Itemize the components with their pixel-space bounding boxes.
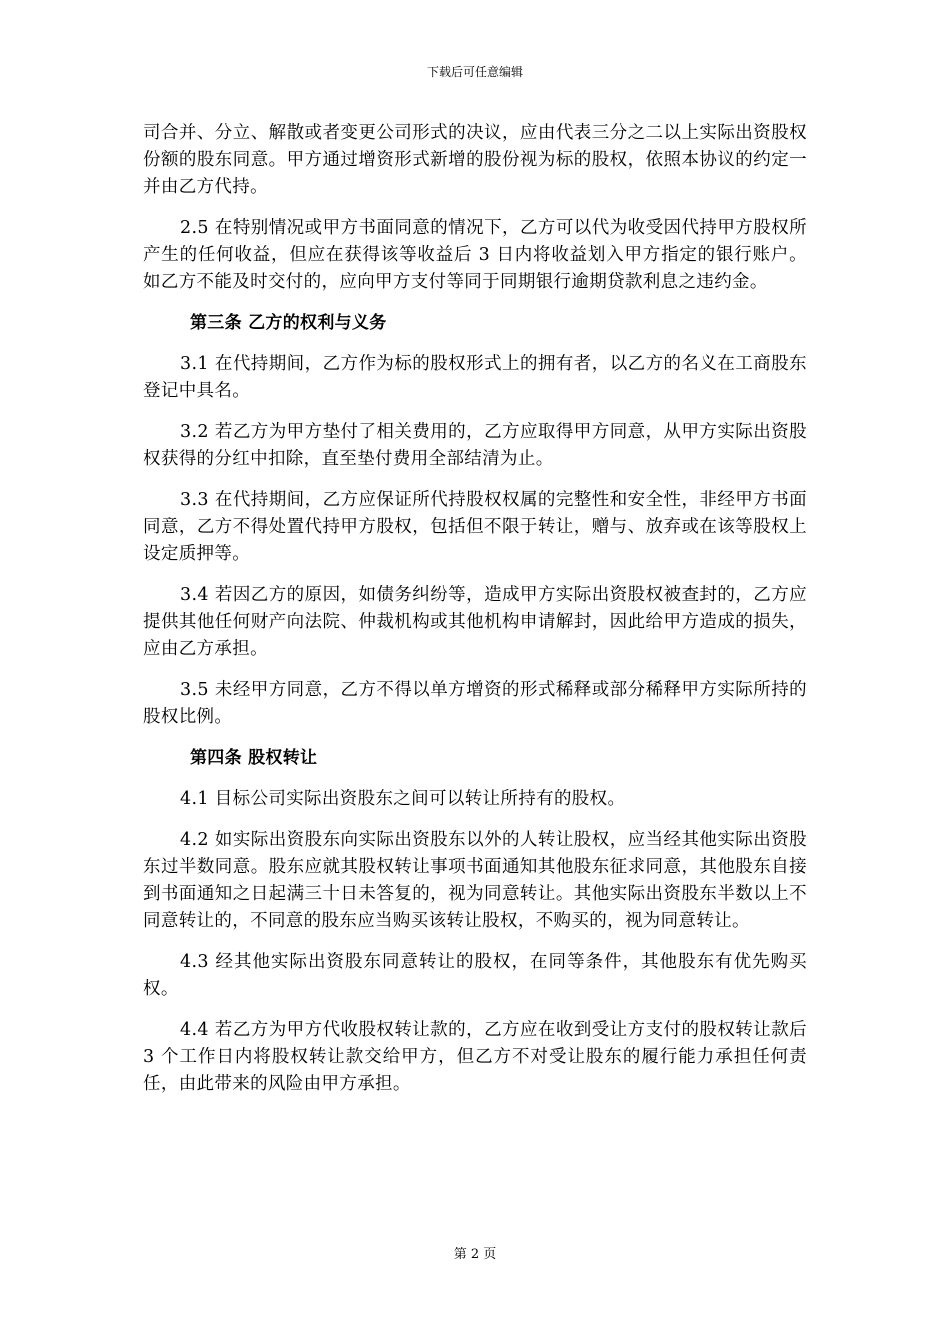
- clause-4-1: 4.1 目标公司实际出资股东之间可以转让所持有的股权。: [180, 789, 626, 809]
- article-4-heading: 第四条 股权转让: [190, 748, 318, 768]
- page-number: 第 2 页: [453, 1247, 497, 1262]
- clause-3-4: 3.4 若因乙方的原因，如债务纠纷等，造成甲方实际出资股权被查封的，乙方应提供其他任何财产向法院、仲裁机构或其他机构申请解封，因此给甲方造成的损失，应由乙方承担。: [143, 585, 807, 659]
- clause-3-3: 3.3 在代持期间，乙方应保证所代持股权权属的完整性和安全性，非经甲方书面同意，乙方不得处置代持甲方股权，包括但不限于转让，赠与、放弃或在该等股权上设定质押等。: [143, 490, 807, 564]
- clause-3-1: 3.1 在代持期间，乙方作为标的股权形式上的拥有者，以乙方的名义在工商股东登记中具名。: [143, 354, 807, 401]
- document-body: [143, 120, 807, 1112]
- clause-3-5: 3.5 未经甲方同意，乙方不得以单方增资的形式稀释或部分稀释甲方实际所持的股权比例。: [143, 680, 807, 727]
- page-header: 下载后可任意编辑: [426, 65, 523, 79]
- article-3-heading: 第三条 乙方的权利与义务: [190, 313, 387, 333]
- clause-3-2: 3.2 若乙方为甲方垫付了相关费用的，乙方应取得甲方同意，从甲方实际出资股权获得的分红中扣除，直至垫付费用全部结清为止。: [143, 422, 807, 469]
- clause-4-3: 4.3 经其他实际出资股东同意转让的股权，在同等条件，其他股东有优先购买权。: [143, 952, 807, 999]
- clause-4-2: 4.2 如实际出资股东向实际出资股东以外的人转让股权，应当经其他实际出资股东过半数同意。股东应就其股权转让事项书面通知其他股东征求同意，其他股东自接到书面通知之日起满三十日未答复的，视为同意转让。其他实际出资股东半数以上不同意转让的，不同意的股东应当购买该转让股权，不购买的，视为同意转让。: [143, 830, 807, 931]
- clause-2-5: 2.5 在特别情况或甲方书面同意的情况下，乙方可以代为收受因代持甲方股权所产生的任何收益，但应在获得该等收益后 3 日内将收益划入甲方指定的银行账户。如乙方不能及时交付的，应向甲方支付等同于同期银行逾期贷款利息之违约金。: [143, 218, 807, 292]
- clause-4-4: 4.4 若乙方为甲方代收股权转让款的，乙方应在收到受让方支付的股权转让款后 3 个工作日内将股权转让款交给甲方，但乙方不对受让股东的履行能力承担任何责任，由此带来的风险由甲方承担。: [143, 1020, 807, 1094]
- paragraph-continuation: 司合并、分立、解散或者变更公司形式的决议，应由代表三分之二以上实际出资股权份额的股东同意。甲方通过增资形式新增的股份视为标的股权，依照本协议的约定一并由乙方代持。: [143, 123, 807, 197]
